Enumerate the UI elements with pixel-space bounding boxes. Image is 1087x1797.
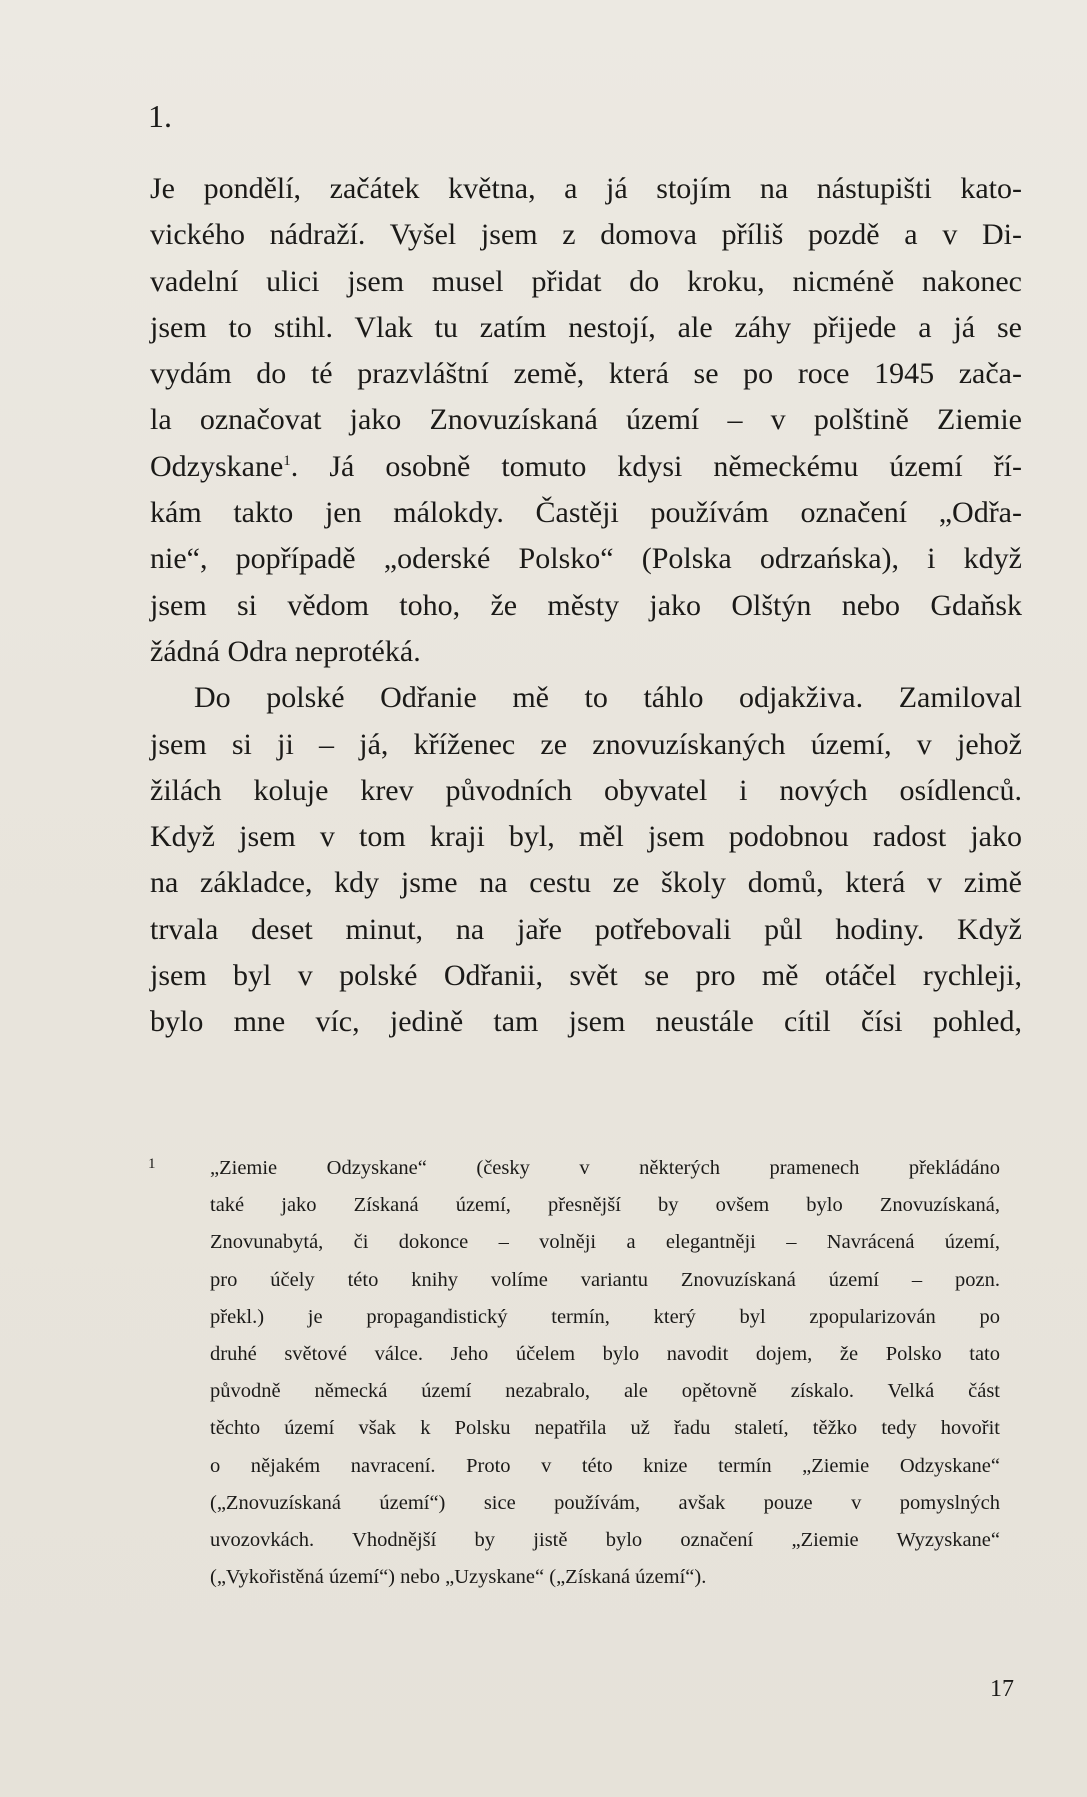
footnote-line: překl.) je propagandistický termín, který byl zpopularizován po [210,1305,1000,1328]
text-segment: Odzyskane [150,449,284,483]
footnote-line: „Ziemie Odzyskane“ (česky v některých pramenech překládáno [210,1157,1000,1179]
footnote-line: druhé světové válce. Jeho účelem bylo navodit dojem, že Polsko tato [210,1342,1000,1365]
text-line: Když jsem v tom kraji byl, měl jsem podobnou radost jako [150,820,1022,854]
text-line [150,444,1022,490]
text-line: vadelní ulici jsem musel přidat do kroku, nicméně nakonec [150,264,1022,298]
footnote-line: o nějakém navracení. Proto v této knize termín „Ziemie Odzyskane“ [210,1454,1000,1477]
page-number: 17 [990,1676,1014,1702]
footnote-line: Znovunabytá, či dokonce – volněji a elegantněji – Navrácená území, [210,1231,1000,1254]
footnote-text [210,1150,1000,1596]
main-text [150,166,1022,1046]
text-line: trvala deset minut, na jaře potřebovali půl hodiny. Když [150,912,1022,946]
footnote-line: („Znovuzískaná území“) sice používám, avšak pouze v pomyslných [210,1491,1000,1514]
text-line: jsem to stihl. Vlak tu zatím nestojí, ale záhy přijede a já se [150,310,1022,344]
text-line: nie“, popřípadě „oderské Polsko“ (Polska odrzańska), i když [150,542,1022,576]
text-line: kám takto jen málokdy. Častěji používám označení „Odřa- [150,496,1022,530]
text-line: Je pondělí, začátek května, a já stojím na nástupišti kato- [150,172,1022,205]
text-line: vydám do té prazvláštní země, která se po roce 1945 zača- [150,357,1022,391]
text-line: jsem si ji – já, kříženec ze znovuzískaných území, v jehož [150,727,1022,761]
footnote-line: těchto území však k Polsku nepatřila už řadu staletí, těžko tedy hovořit [210,1417,1000,1440]
footnote-reference: 1 [283,452,291,469]
text-line: žádná Odra neprotéká. [150,634,421,668]
text-line: la označovat jako Znovuzískaná území – v polštině Ziemie [150,403,1022,437]
footnote-line: také jako Získaná území, přesnější by ovšem bylo Znovuzískaná, [210,1194,1000,1217]
text-line: vického nádraží. Vyšel jsem z domova příliš pozdě a v Di- [150,218,1022,252]
chapter-number: 1. [148,98,172,134]
text-line: Do polské Odřanie mě to táhlo odjakživa. Zamiloval [194,681,1022,715]
footnote-line: původně německá území nezabralo, ale opětovně získalo. Velká část [210,1380,1000,1403]
text-line: žilách koluje krev původních obyvatel i nových osídlenců. [150,773,1022,807]
footnote-line: pro účely této knihy volíme variantu Znovuzískaná území – pozn. [210,1268,1000,1291]
text-segment: . Já osobně tomuto kdysi německému území ří- [290,449,1022,483]
text-line: jsem byl v polské Odřanii, svět se pro mě otáčel rychleji, [150,959,1022,993]
footnote-line: uvozovkách. Vhodnější by jistě bylo označení „Ziemie Wyzyskane“ [210,1528,1000,1551]
text-line: bylo mne víc, jedině tam jsem neustále cítil čísi pohled, [150,1005,1022,1039]
footnote [148,1150,1008,1596]
text-line: jsem si vědom toho, že městy jako Olštýn nebo Gdaňsk [150,588,1022,622]
text-line: na základce, kdy jsme na cestu ze školy domů, která v zimě [150,866,1022,900]
footnote-marker: 1 [148,1156,156,1172]
footnote-line: („Vykořistěná území“) nebo „Uzyskane“ („Získaná území“). [210,1566,707,1589]
